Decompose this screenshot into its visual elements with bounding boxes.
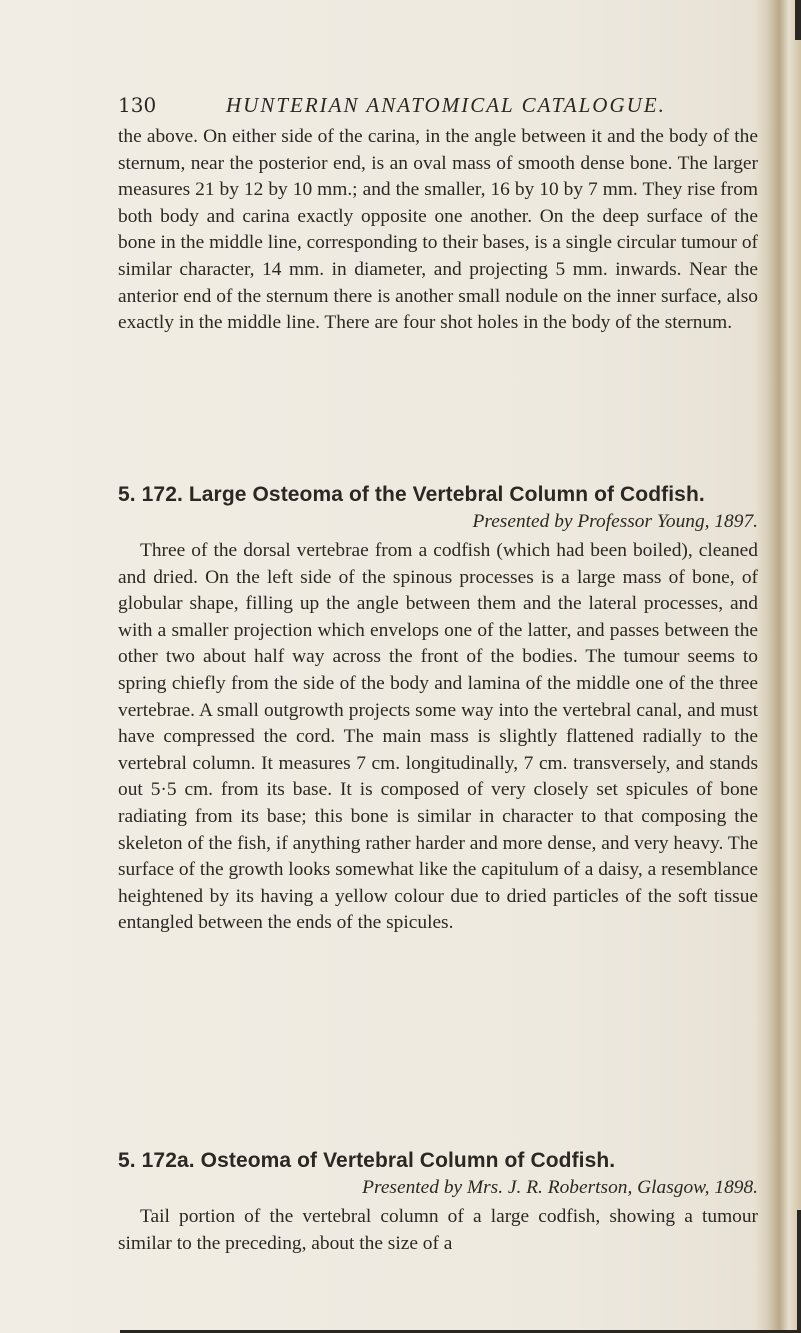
- entry-description: Three of the dorsal vertebrae from a codfish (which had been boiled), cleaned and dried. On the left side of the spinous processes is a large mass of bone, of globular shape, filling up the angle between them and the lateral processes, and with a smaller projection which envelops one of the latter, and passes between the other two about half way across the front of the bodies. The tumour seems to spring chiefly from the side of the body and lamina of the middle one of the three vertebrae. A small outgrowth projects some way into the vertebral canal, and must have compressed the cord. The main mass is slightly flattened radially to the vertebral column. It measures 7 cm. longitudinally, 7 cm. transversely, and stands out 5·5 cm. from its base. It is composed of very closely set spicules of bone radiating from its base; this bone is similar in character to that composing the skeleton of the fish, if anything rather harder and more dense, and very heavy. The surface of the growth looks somewhat like the capitulum of a daisy, a resemblance heightened by its having a yellow colour due to dried particles of the soft tissue entangled between the ends of the spicules.: [118, 540, 758, 934]
- page-edge-line: [795, 0, 801, 40]
- entry-presented-by: Presented by Professor Young, 1897.: [472, 511, 758, 532]
- page-number: 130: [118, 93, 157, 117]
- page-edge-shadow: [753, 0, 801, 1333]
- intro-paragraph: the above. On either side of the carina, in the angle between it and the body of the sternum, near the posterior end, is an oval mass of smooth dense bone. The larger measures 21 by 12 by 10 mm.; and the smaller, 16 by 10 by 7 mm. They rise from both body and carina exactly opposite one another. On the deep surface of the bone in the middle line, corresponding to their bases, is a single circular tumour of similar character, 14 mm. in diameter, and projecting 5 mm. inwards. Near the anterior end of the sternum there is another small nodule on the inner surface, also exactly in the middle line. There are four shot holes in the body of the sternum.: [118, 126, 758, 334]
- page-edge-line: [797, 1210, 801, 1333]
- entry-presented-by: Presented by Mrs. J. R. Robertson, Glasgow, 1898.: [362, 1177, 758, 1198]
- running-title: HUNTERIAN ANATOMICAL CATALOGUE.: [226, 93, 666, 117]
- entry-title: 5. 172a. Osteoma of Vertebral Column of Codfish.: [118, 1149, 616, 1172]
- entry-description: Tail portion of the vertebral column of a large codfish, showing a tumour similar to the preceding, about the size of a: [118, 1206, 758, 1254]
- entry-title: 5. 172. Large Osteoma of the Vertebral Column of Codfish.: [118, 483, 705, 506]
